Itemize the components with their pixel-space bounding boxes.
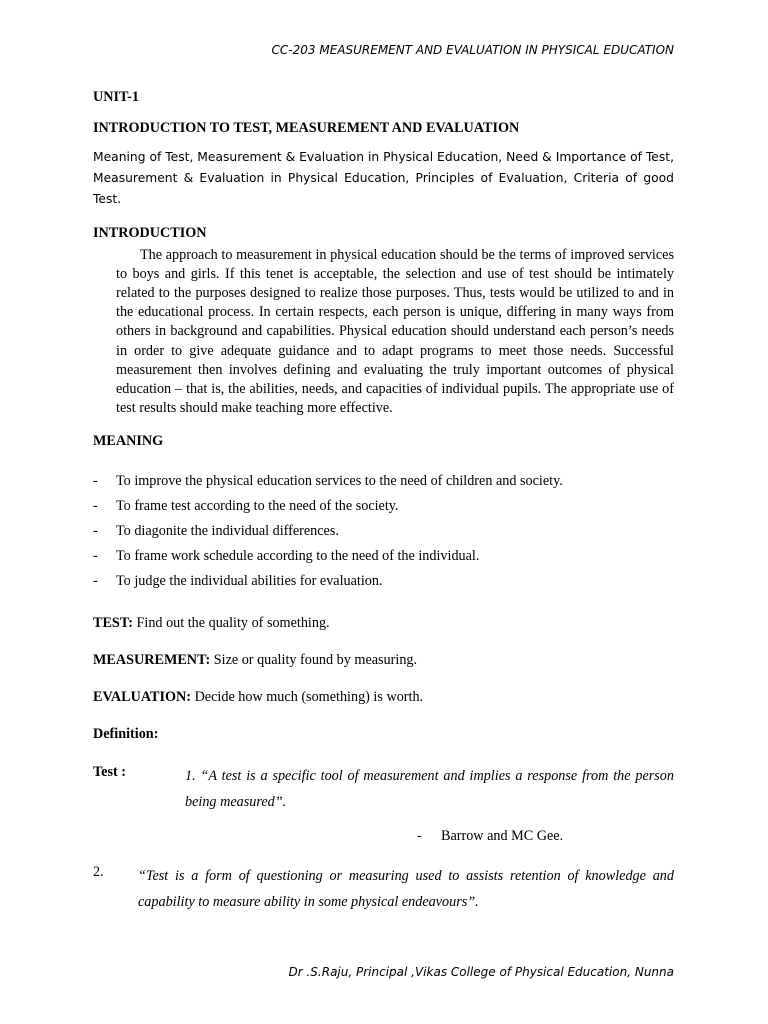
list-item	[93, 572, 674, 597]
definition-number: 2.	[93, 864, 104, 881]
list-item-text: To frame work schedule according to the need of the individual.	[116, 547, 480, 564]
list-item-text: To frame test according to the need of the society.	[116, 497, 399, 514]
syllabus-text: Meaning of Test, Measurement & Evaluation in Physical Education, Need & Importance of Test, Measurement & Evaluation in Physical Education, Principles of Evaluation, Criteria of good Test.	[93, 150, 674, 206]
definition-2-text: “Test is a form of questioning or measuring used to assists retention of knowledge and capability to measure ability in some physical endeavours”.	[138, 868, 674, 911]
introduction-paragraph: The approach to measurement in physical education should be the terms of improved services to boys and girls. If this tenet is acceptable, the selection and use of test should be intimately related to the purposes designed to realize those purposes. Thus, tests would be utilized to and in the educational process. In certain respects, each person is unique, differing in many ways from others in background and capabilities. Physical education should understand each person’s needs in order to give adequate guidance and to adapt programs to meet those needs. Successful measurement then involves defining and evaluating the truly important outcomes of physical education – that is, the abilities, needs, and capacities of individual pupils. The appropriate use of test results should make teaching more effective.	[116, 246, 674, 417]
page-footer: Dr .S.Raju, Principal ,Vikas College of Physical Education, Nunna	[288, 965, 674, 979]
list-item	[93, 497, 674, 522]
bullet-dash: -	[93, 547, 98, 564]
term-measurement	[93, 651, 674, 671]
list-item-text: To diagonite the individual differences.	[116, 522, 339, 539]
term-evaluation-text: Decide how much (something) is worth.	[191, 688, 424, 705]
attribution-dash: -	[417, 827, 422, 844]
meaning-list	[93, 472, 674, 597]
attribution-text: Barrow and MC Gee.	[441, 827, 564, 844]
meaning-heading: MEANING	[93, 433, 164, 450]
term-evaluation	[93, 688, 674, 708]
introduction-heading: INTRODUCTION	[93, 225, 207, 241]
list-item	[93, 472, 674, 497]
test-definition-text: 1. “A test is a specific tool of measurement and implies a response from the person being measured”.	[185, 767, 674, 810]
list-item-text: To improve the physical education services to the need of children and society.	[116, 472, 563, 489]
term-evaluation-label: EVALUATION:	[93, 688, 192, 705]
definition-attribution	[93, 827, 674, 847]
test-definition-2	[93, 863, 674, 915]
bullet-dash: -	[93, 572, 98, 589]
document-body	[93, 88, 674, 915]
list-item-text: To judge the individual abilities for evaluation.	[116, 572, 383, 589]
definition-heading: Definition:	[93, 726, 159, 743]
page-header: CC-203 MEASUREMENT AND EVALUATION IN PHYSICAL EDUCATION	[271, 43, 674, 57]
test-definition-label: Test :	[93, 763, 126, 780]
term-measurement-label: MEASUREMENT:	[93, 652, 211, 669]
bullet-dash: -	[93, 472, 98, 489]
unit-heading: UNIT-1	[93, 89, 139, 105]
bullet-dash: -	[93, 497, 98, 514]
list-item	[93, 522, 674, 547]
bullet-dash: -	[93, 522, 98, 539]
term-test	[93, 614, 674, 634]
list-item	[93, 547, 674, 572]
term-test-text: Find out the quality of something.	[132, 614, 330, 631]
unit-title: INTRODUCTION TO TEST, MEASUREMENT AND EVALUATION	[93, 119, 520, 136]
term-measurement-text: Size or quality found by measuring.	[210, 652, 418, 669]
term-test-label: TEST:	[93, 614, 133, 631]
test-definition-1	[93, 763, 674, 815]
